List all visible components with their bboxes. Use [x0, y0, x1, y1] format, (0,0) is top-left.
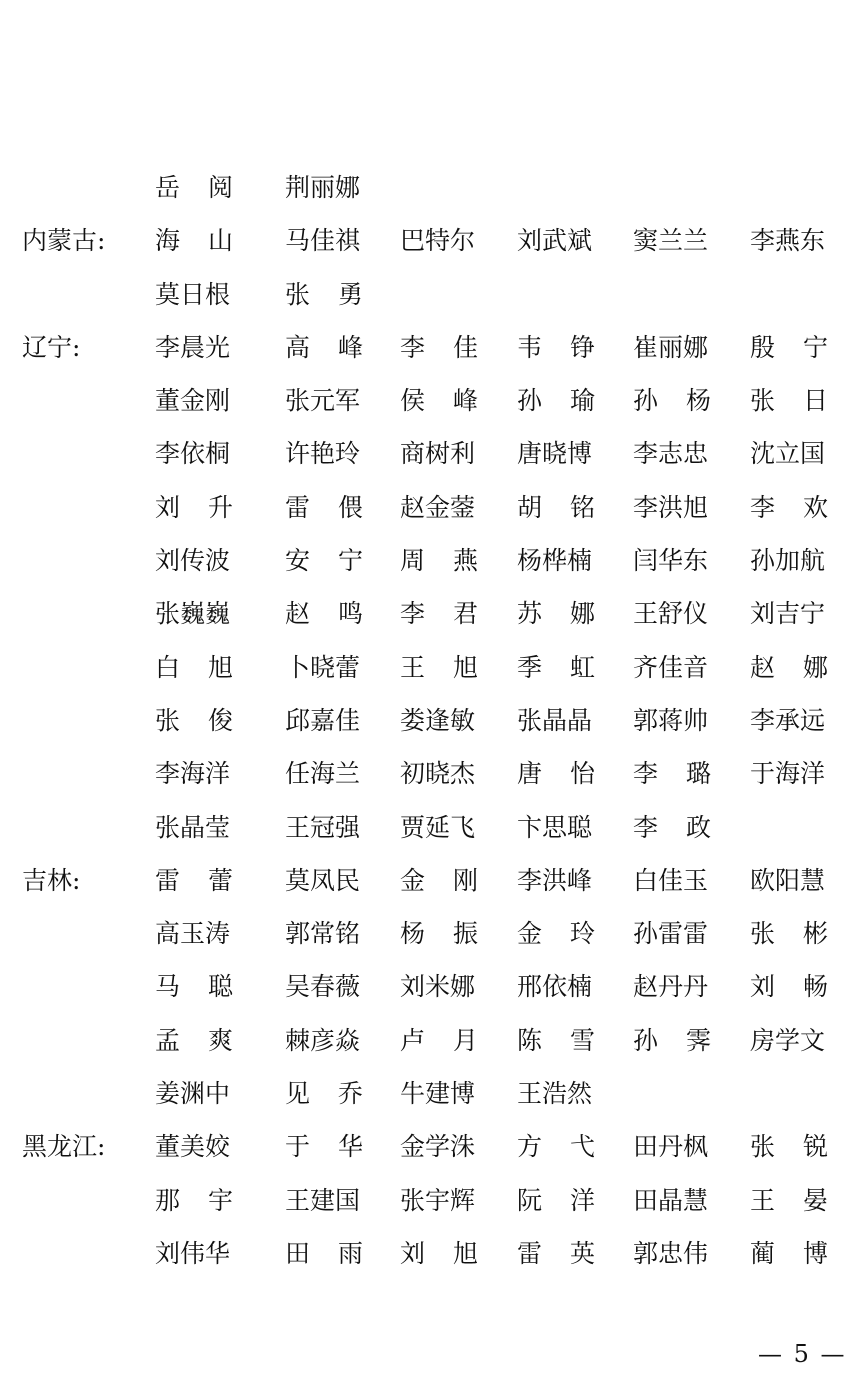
- person-name: 田丹枫: [633, 1132, 709, 1162]
- name-row: [0, 701, 866, 754]
- person-name: 棘彦焱: [285, 1025, 361, 1055]
- person-name: 张勇: [285, 279, 392, 309]
- province-label: 黑龙江:: [22, 1132, 106, 1162]
- person-name: 雷英: [517, 1238, 624, 1268]
- person-name: 李政: [633, 812, 740, 842]
- person-name: 殷宁: [750, 332, 857, 362]
- person-name: 卜晓蕾: [285, 652, 361, 682]
- person-name: 沈立国: [750, 439, 826, 469]
- person-name: 张日: [750, 386, 857, 416]
- person-name: 李君: [400, 599, 507, 629]
- person-name: 刘升: [155, 492, 262, 522]
- person-name: 白旭: [155, 652, 262, 682]
- person-name: 田晶慧: [633, 1185, 709, 1215]
- person-name: 那宇: [155, 1185, 262, 1215]
- person-name: 李志忠: [633, 439, 709, 469]
- person-name: 赵金蓥: [400, 492, 476, 522]
- person-name: 王旭: [400, 652, 507, 682]
- person-name: 闫华东: [633, 546, 709, 576]
- person-name: 邱嘉佳: [285, 705, 361, 735]
- name-row: [0, 861, 866, 914]
- person-name: 于海洋: [750, 759, 826, 789]
- person-name: 赵丹丹: [633, 972, 709, 1002]
- person-name: 窦兰兰: [633, 226, 709, 256]
- person-name: 刘畅: [750, 972, 857, 1002]
- person-name: 赵鸣: [285, 599, 392, 629]
- name-row: [0, 488, 866, 541]
- person-name: 李晨光: [155, 332, 231, 362]
- person-name: 杨振: [400, 919, 507, 949]
- person-name: 欧阳慧: [750, 865, 826, 895]
- person-name: 孙瑜: [517, 386, 624, 416]
- person-name: 张彬: [750, 919, 857, 949]
- name-row: [0, 541, 866, 594]
- person-name: 岳阅: [155, 173, 262, 202]
- name-row: [0, 648, 866, 701]
- person-name: 金学洙: [400, 1132, 476, 1162]
- person-name: 苏娜: [517, 599, 624, 629]
- person-name: 见乔: [285, 1079, 392, 1109]
- person-name: 蔺博: [750, 1238, 857, 1268]
- person-name: 郭蒋帅: [633, 705, 709, 735]
- person-name: 海山: [155, 226, 262, 256]
- person-name: 金玲: [517, 919, 624, 949]
- person-name: 荆丽娜: [285, 173, 361, 202]
- person-name: 贾延飞: [400, 812, 476, 842]
- name-row: [0, 1181, 866, 1234]
- person-name: 唐怡: [517, 759, 624, 789]
- name-row: [0, 434, 866, 487]
- person-name: 姜渊中: [155, 1079, 231, 1109]
- name-row: [0, 1021, 866, 1074]
- person-name: 刘伟华: [155, 1238, 231, 1268]
- person-name: 吴春薇: [285, 972, 361, 1002]
- person-name: 孙加航: [750, 546, 826, 576]
- person-name: 董金刚: [155, 386, 231, 416]
- person-name: 齐佳音: [633, 652, 709, 682]
- name-row: [0, 808, 866, 861]
- name-row: [0, 1234, 866, 1287]
- person-name: 卞思聪: [517, 812, 593, 842]
- person-name: 张巍巍: [155, 599, 231, 629]
- name-row: [0, 168, 866, 221]
- name-row: [0, 914, 866, 967]
- person-name: 高峰: [285, 332, 392, 362]
- person-name: 安宁: [285, 546, 392, 576]
- person-name: 赵娜: [750, 652, 857, 682]
- person-name: 商树利: [400, 439, 476, 469]
- person-name: 李璐: [633, 759, 740, 789]
- page-number: — 5 —: [758, 1340, 847, 1368]
- person-name: 莫凤民: [285, 865, 361, 895]
- name-row: [0, 754, 866, 807]
- name-row: [0, 1074, 866, 1127]
- person-name: 孟爽: [155, 1025, 262, 1055]
- person-name: 于华: [285, 1132, 392, 1162]
- person-name: 韦铮: [517, 332, 624, 362]
- province-label: 内蒙古:: [22, 226, 106, 256]
- person-name: 娄逢敏: [400, 705, 476, 735]
- name-list: [0, 168, 866, 1287]
- person-name: 季虹: [517, 652, 624, 682]
- person-name: 王建国: [285, 1185, 361, 1215]
- person-name: 任海兰: [285, 759, 361, 789]
- person-name: 张宇辉: [400, 1185, 476, 1215]
- person-name: 田雨: [285, 1238, 392, 1268]
- person-name: 孙霁: [633, 1025, 740, 1055]
- name-row: [0, 275, 866, 328]
- person-name: 邢依楠: [517, 972, 593, 1002]
- name-row: [0, 967, 866, 1020]
- person-name: 郭忠伟: [633, 1238, 709, 1268]
- person-name: 金刚: [400, 865, 507, 895]
- person-name: 郭常铭: [285, 919, 361, 949]
- person-name: 侯峰: [400, 386, 507, 416]
- person-name: 张元军: [285, 386, 361, 416]
- person-name: 王舒仪: [633, 599, 709, 629]
- person-name: 张锐: [750, 1132, 857, 1162]
- person-name: 李海洋: [155, 759, 231, 789]
- name-row: [0, 221, 866, 274]
- person-name: 李燕东: [750, 226, 826, 256]
- person-name: 雷蕾: [155, 865, 262, 895]
- person-name: 李洪旭: [633, 492, 709, 522]
- person-name: 初晓杰: [400, 759, 476, 789]
- person-name: 王晏: [750, 1185, 857, 1215]
- person-name: 李洪峰: [517, 865, 593, 895]
- person-name: 李依桐: [155, 439, 231, 469]
- person-name: 许艳玲: [285, 439, 361, 469]
- person-name: 刘旭: [400, 1238, 507, 1268]
- name-row: [0, 328, 866, 381]
- person-name: 刘米娜: [400, 972, 476, 1002]
- person-name: 刘武斌: [517, 226, 593, 256]
- person-name: 莫日根: [155, 279, 231, 309]
- person-name: 董美姣: [155, 1132, 231, 1162]
- person-name: 孙雷雷: [633, 919, 709, 949]
- person-name: 刘传波: [155, 546, 231, 576]
- person-name: 房学文: [750, 1025, 826, 1055]
- person-name: 胡铭: [517, 492, 624, 522]
- person-name: 唐晓博: [517, 439, 593, 469]
- person-name: 阮洋: [517, 1185, 624, 1215]
- person-name: 张俊: [155, 705, 262, 735]
- person-name: 李承远: [750, 705, 826, 735]
- name-row: [0, 1127, 866, 1180]
- person-name: 方弋: [517, 1132, 624, 1162]
- person-name: 巴特尔: [400, 226, 476, 256]
- name-row: [0, 594, 866, 647]
- person-name: 马聪: [155, 972, 262, 1002]
- person-name: 王冠强: [285, 812, 361, 842]
- person-name: 杨桦楠: [517, 546, 593, 576]
- person-name: 刘吉宁: [750, 599, 826, 629]
- person-name: 张晶晶: [517, 705, 593, 735]
- name-row: [0, 381, 866, 434]
- province-label: 辽宁:: [22, 332, 81, 362]
- person-name: 马佳祺: [285, 226, 361, 256]
- person-name: 白佳玉: [633, 865, 709, 895]
- person-name: 孙杨: [633, 386, 740, 416]
- person-name: 李欢: [750, 492, 857, 522]
- person-name: 陈雪: [517, 1025, 624, 1055]
- person-name: 崔丽娜: [633, 332, 709, 362]
- person-name: 周燕: [400, 546, 507, 576]
- person-name: 卢月: [400, 1025, 507, 1055]
- person-name: 牛建博: [400, 1079, 476, 1109]
- person-name: 高玉涛: [155, 919, 231, 949]
- province-label: 吉林:: [22, 865, 81, 895]
- person-name: 李佳: [400, 332, 507, 362]
- person-name: 雷偎: [285, 492, 392, 522]
- person-name: 王浩然: [517, 1079, 593, 1109]
- person-name: 张晶莹: [155, 812, 231, 842]
